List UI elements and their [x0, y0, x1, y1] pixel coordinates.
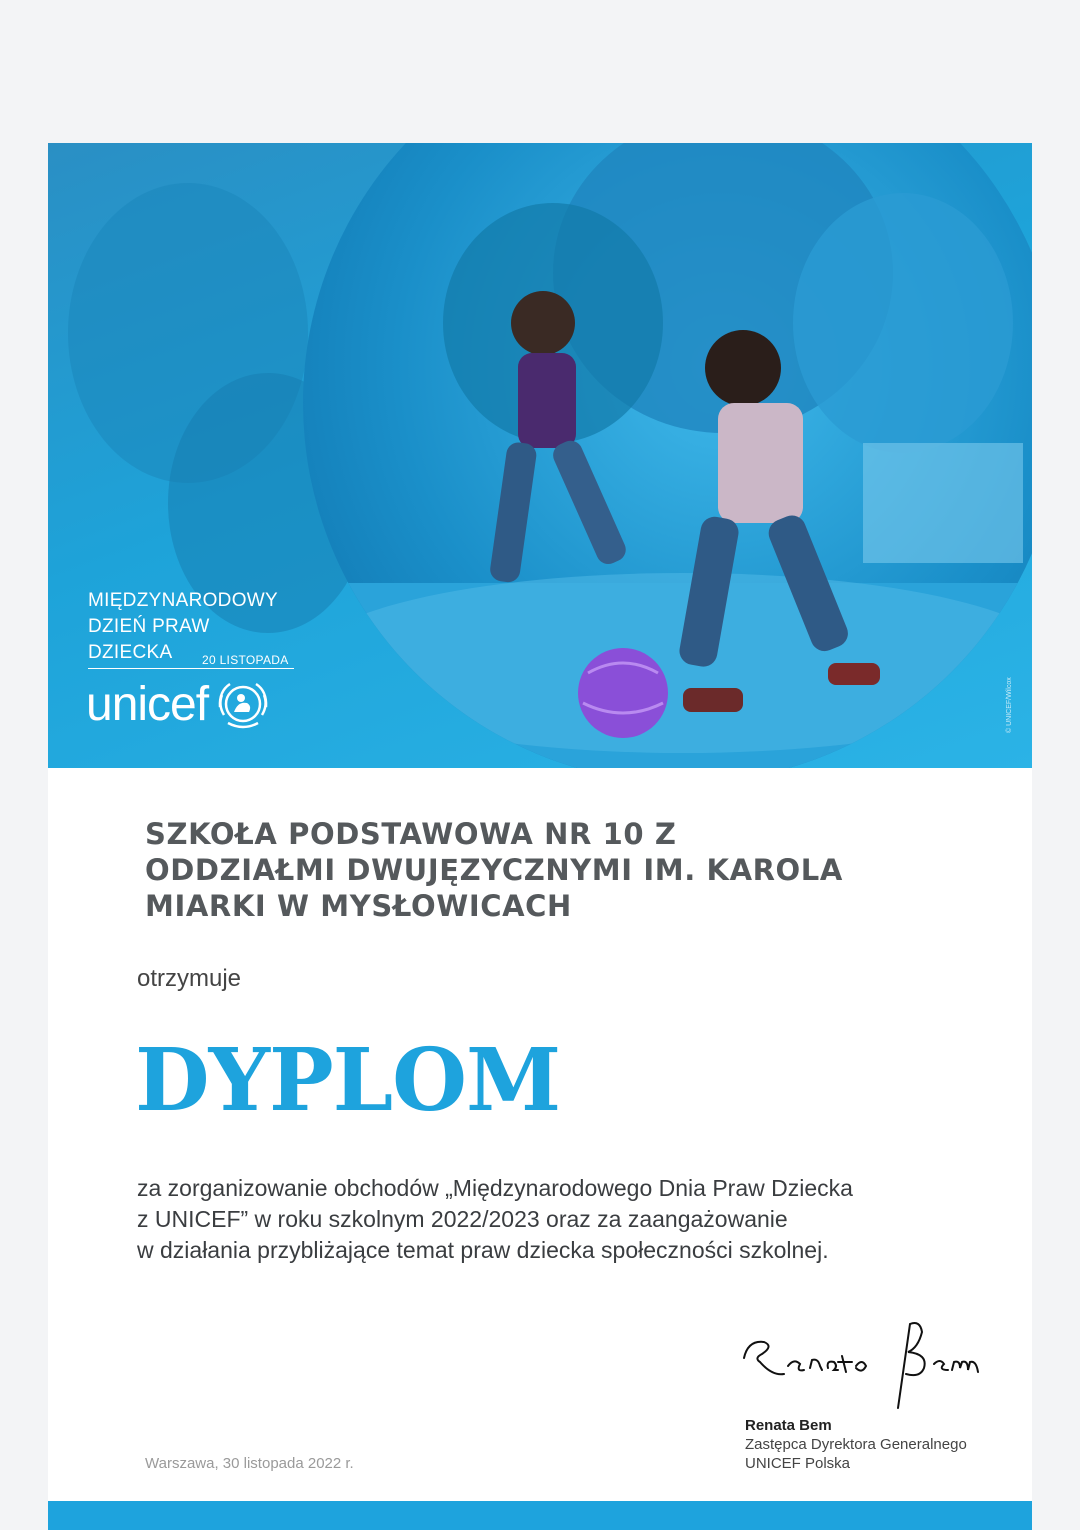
school-name [145, 816, 925, 924]
campaign-line-2: DZIEŃ PRAW [88, 616, 210, 637]
description-line-2: z UNICEF” w roku szkolnym 2022/2023 oraz za zaangażowanie [137, 1206, 788, 1232]
description-line-1: za zorganizowanie obchodów „Międzynarodowego Dnia Praw Dziecka [137, 1175, 853, 1201]
school-name-line-2: ODDZIAŁMI DWUJĘZYCZNYMI IM. KAROLA [145, 853, 843, 887]
place-date: Warszawa, 30 listopada 2022 r. [145, 1455, 354, 1472]
school-name-line-3: MIARKI W MYSŁOWICACH [145, 889, 572, 923]
campaign-divider [88, 668, 294, 669]
diploma-description [137, 1173, 997, 1266]
unicef-emblem-icon [214, 679, 272, 731]
bottom-accent-bar [48, 1501, 1032, 1530]
unicef-logo-text: unicef [86, 678, 209, 731]
children-playing-illustration [303, 143, 1032, 768]
unicef-logo [86, 679, 272, 731]
signer-block [745, 1416, 967, 1473]
handwritten-signature [738, 1318, 988, 1413]
diploma-title: DYPLOM [135, 1030, 561, 1131]
campaign-date: 20 LISTOPADA [202, 653, 289, 667]
signer-role: Zastępca Dyrektora Generalnego [745, 1436, 967, 1453]
signer-organization: UNICEF Polska [745, 1455, 851, 1472]
signer-name: Renata Bem [745, 1417, 832, 1434]
photo-credit: © UNICEF/Wilcox [1006, 677, 1013, 733]
campaign-line-3: DZIECKA [88, 642, 173, 663]
campaign-line-1: MIĘDZYNARODOWY [88, 590, 278, 611]
description-line-3: w działania przybliżające temat praw dziecka społeczności szkolnej. [137, 1237, 829, 1263]
campaign-title [88, 588, 289, 667]
hero-photo [48, 143, 1032, 768]
receives-label: otrzymuje [137, 965, 242, 992]
diploma-page [48, 143, 1032, 1530]
school-name-line-1: SZKOŁA PODSTAWOWA NR 10 Z [145, 817, 677, 851]
photo-circle [303, 143, 1032, 768]
